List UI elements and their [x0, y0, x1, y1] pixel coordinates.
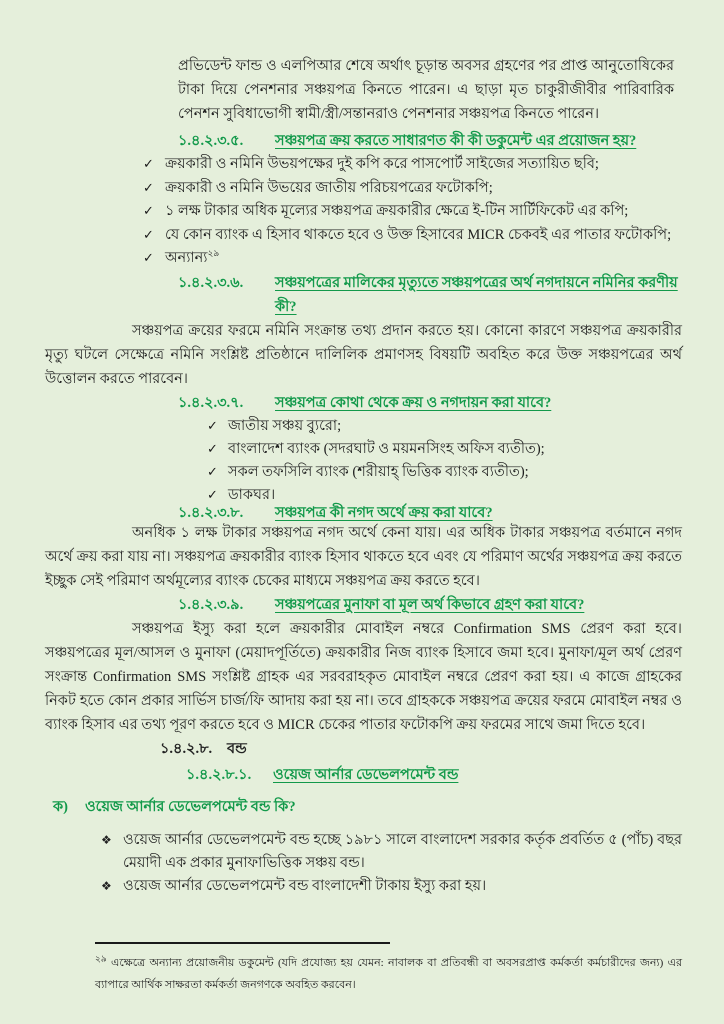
section-heading-1-4-2-8 — [160, 737, 682, 761]
checklist-item — [143, 200, 682, 224]
section-number: ১.৪.২.৩.৫. — [178, 133, 244, 149]
footnote — [95, 942, 682, 996]
check-icon: ✓ — [143, 227, 154, 243]
checklist-item — [143, 177, 682, 201]
answer-paragraph: সঞ্চয়পত্র ইস্যু করা হলে ক্রয়কারীর মোবাইল নম্বরে Confirmation SMS প্রেরণ করা হবে। সঞ্চয়পত্রের মূল/আসল ও মুনাফা (মেয়াদপূর্তিতে) ক্রয়কারীর নিজ ব্যাংক হিসাবে জমা হবে। মুনাফা/মূল অর্থ প্রেরণ সংক্রান্ত Confirmation SMS সংশ্লিষ্ট গ্রাহক এর সরবরাহকৃত মোবাইল নম্বরে প্রেরণ করা হয়। এ কাজে গ্রাহকের নিকট হতে কোন প্রকার সার্ভিস চার্জ/ফি আদায় করা হয় না। তবে গ্রাহককে সঞ্চয়পত্র ক্রয়ের ফরমে মোবাইল নম্বর ও ব্যাংক হিসাব এর তথ্য পূরণ করতে হবে ও MICR চেকের পাতার ফটোকপি ক্রয় ফরমের সাথে জমা দিতে হবে। — [45, 620, 682, 733]
checklist-item — [207, 438, 682, 461]
section-heading-1-4-2-3-6 — [178, 271, 682, 319]
answer-paragraph: সঞ্চয়পত্র ক্রয়ের ফরমে নমিনি সংক্রান্ত তথ্য প্রদান করতে হয়। কোনো কারণে সঞ্চয়পত্র ক্রয়কারীর মৃত্যু ঘটলে সেক্ষেত্রে নমিনি সংশ্লিষ্ট প্রতিষ্ঠানে দালিলিক প্রমাণসহ বিষয়টি অবহিত করে উক্ত সঞ্চয়পত্রের অর্থ উত্তোলন করতে পারবেন। — [45, 322, 682, 387]
checklist-item-text: ক্রয়কারী ও নমিনি উভয়পক্ষের দুই কপি করে পাসপোর্ট সাইজের সত্যায়িত ছবি; — [165, 156, 599, 172]
section-number: ১.৪.২.৩.৬. — [178, 274, 244, 291]
section-number: ১.৪.২.৩.৭. — [178, 394, 244, 411]
bond-points-list — [45, 829, 682, 898]
section-number: ১.৪.২.৩.৯. — [178, 596, 244, 613]
check-icon: ✓ — [143, 157, 154, 172]
section-heading-1-4-2-3-7 — [178, 391, 682, 415]
checklist-item-text: যে কোন ব্যাংক এ হিসাব থাকতে হবে ও উক্ত হিসাবের MICR চেকবই এর পাতার ফটোকপি; — [165, 226, 672, 243]
outlet-checklist — [45, 415, 682, 507]
question-letter: ক) — [53, 798, 68, 815]
list-item — [101, 829, 682, 875]
check-icon: ✓ — [207, 464, 218, 480]
section-heading-1-4-2-3-5 — [178, 129, 682, 153]
check-icon: ✓ — [207, 441, 218, 457]
checklist-item — [207, 461, 682, 484]
section-number: ১.৪.২.৩.৮. — [178, 504, 244, 521]
section-heading-1-4-2-3-9 — [178, 593, 682, 617]
checklist-item-text — [165, 247, 219, 271]
section-title: সঞ্চয়পত্র কোথা থেকে ক্রয় ও নগদায়ন করা যাবে? — [275, 394, 552, 411]
checklist-item-text: জাতীয় সঞ্চয় ব্যুরো; — [228, 417, 342, 434]
footnote-separator — [95, 942, 390, 944]
checklist-item-text: ক্রয়কারী ও নমিনি উভয়ের জাতীয় পরিচয়পত্রের ফটোকপি; — [165, 179, 493, 196]
checklist-item — [143, 224, 682, 248]
section-title: সঞ্চয়পত্র ক্রয় করতে সাধারণত কী কী ডকুমেন্ট এর প্রয়োজন হয়? — [275, 133, 637, 149]
list-item-text: ওয়েজ আর্নার ডেভেলপমেন্ট বন্ড হচ্ছে ১৯৮১ সালে বাংলাদেশ সরকার কর্তৃক প্রবর্তিত ৫ (পাঁচ) বছর মেয়াদী এক প্রকার মুনাফাভিত্তিক সঞ্চয় বন্ড। — [123, 831, 682, 871]
checklist-item-label: অন্যান্য — [165, 250, 208, 266]
intro-paragraph: প্রভিডেন্ট ফান্ড ও এলপিআর শেষে অর্থাৎ চূড়ান্ত অবসর গ্রহণের পর প্রাপ্ত আনুতোষিকের টাকা দিয়ে পেনশনার সঞ্চয়পত্র কিনতে পারেন। এ ছাড়া মৃত চাকুরীজীবীর পারিবারিক পেনশন সুবিধাভোগী স্বামী/স্ত্রী/সন্তানরাও পেনশনার সঞ্চয়পত্র কিনতে পারেন। — [178, 58, 674, 122]
checklist-item — [143, 153, 682, 177]
answer-paragraph: অনধিক ১ লক্ষ টাকার সঞ্চয়পত্র নগদ অর্থে কেনা যায়। এর অধিক টাকার সঞ্চয়পত্র বর্তমানে নগদ অর্থে ক্রয় করা যায় না। সঞ্চয়পত্র ক্রয়কারীর ব্যাংক হিসাব থাকতে হবে এবং যে পরিমাণ অর্থের সঞ্চয়পত্র ক্রয় করতে ইচ্ছুক সেই পরিমাণ অর্থমূল্যের ব্যাংক চেকের মাধ্যমে সঞ্চয়পত্র ক্রয় করতে হবে। — [45, 524, 682, 589]
footnote-reference: ২৯ — [95, 952, 107, 963]
checklist-item-text: ১ লক্ষ টাকার অধিক মূল্যের সঞ্চয়পত্র ক্রয়কারীর ক্ষেত্রে ই-টিন সার্টিফিকেট এর কপি; — [165, 203, 629, 219]
footnote-reference: ২৯ — [207, 248, 220, 259]
footnote-body: এক্ষেত্রে অন্যান্য প্রয়োজনীয় ডকুমেন্ট (যদি প্রযোজ্য হয় যেমন: নাবালক বা প্রতিবন্ধী বা অবসরপ্রাপ্ত কর্মকর্তা কর্মচারীদের জন্য) এর ব্যাপারে আর্থিক সাক্ষরতা কর্মকর্তা জনগণকে অবহিত করবেন। — [95, 956, 683, 991]
diamond-bullet-icon: ❖ — [101, 878, 112, 893]
checklist-item — [207, 415, 682, 438]
diamond-bullet-icon: ❖ — [101, 832, 112, 847]
check-icon: ✓ — [143, 180, 154, 196]
question-heading-ka — [53, 795, 682, 819]
check-icon: ✓ — [143, 251, 154, 266]
section-title: সঞ্চয়পত্রের মালিকের মৃত্যুতে সঞ্চয়পত্রের অর্থ নগদায়নে নমিনির করণীয় কী? — [275, 274, 678, 315]
list-item — [101, 875, 682, 898]
footnote-text — [95, 952, 682, 996]
check-icon: ✓ — [207, 418, 218, 434]
checklist-item-text: বাংলাদেশ ব্যাংক (সদরঘাট ও ময়মনসিংহ অফিস ব্যতীত); — [228, 440, 545, 457]
checklist-item — [143, 247, 682, 271]
checklist-item-text: সকল তফসিলি ব্যাংক (শরীয়াহ্ ভিত্তিক ব্যাংক ব্যতীত); — [228, 463, 529, 480]
list-item-text: ওয়েজ আর্নার ডেভেলপমেন্ট বন্ড বাংলাদেশী টাকায় ইস্যু করা হয়। — [123, 877, 487, 894]
section-title: সঞ্চয়পত্রের মুনাফা বা মূল অর্থ কিভাবে গ্রহণ করা যাবে? — [275, 596, 585, 613]
check-icon: ✓ — [207, 487, 218, 503]
checklist-item-text: ডাকঘর। — [228, 486, 276, 503]
section-number: ১.৪.২.৮. — [160, 740, 213, 757]
section-title: বন্ড — [227, 740, 247, 757]
section-heading-1-4-2-8-1 — [186, 763, 682, 787]
section-title: ওয়েজ আর্নার ডেভেলপমেন্ট বন্ড — [273, 766, 459, 783]
check-icon: ✓ — [143, 204, 154, 219]
section-title: সঞ্চয়পত্র কী নগদ অর্থে ক্রয় করা যাবে? — [275, 504, 493, 521]
document-checklist — [143, 153, 682, 271]
section-number: ১.৪.২.৮.১. — [186, 766, 252, 783]
question-title: ওয়েজ আর্নার ডেভেলপমেন্ট বন্ড কি? — [85, 798, 296, 815]
